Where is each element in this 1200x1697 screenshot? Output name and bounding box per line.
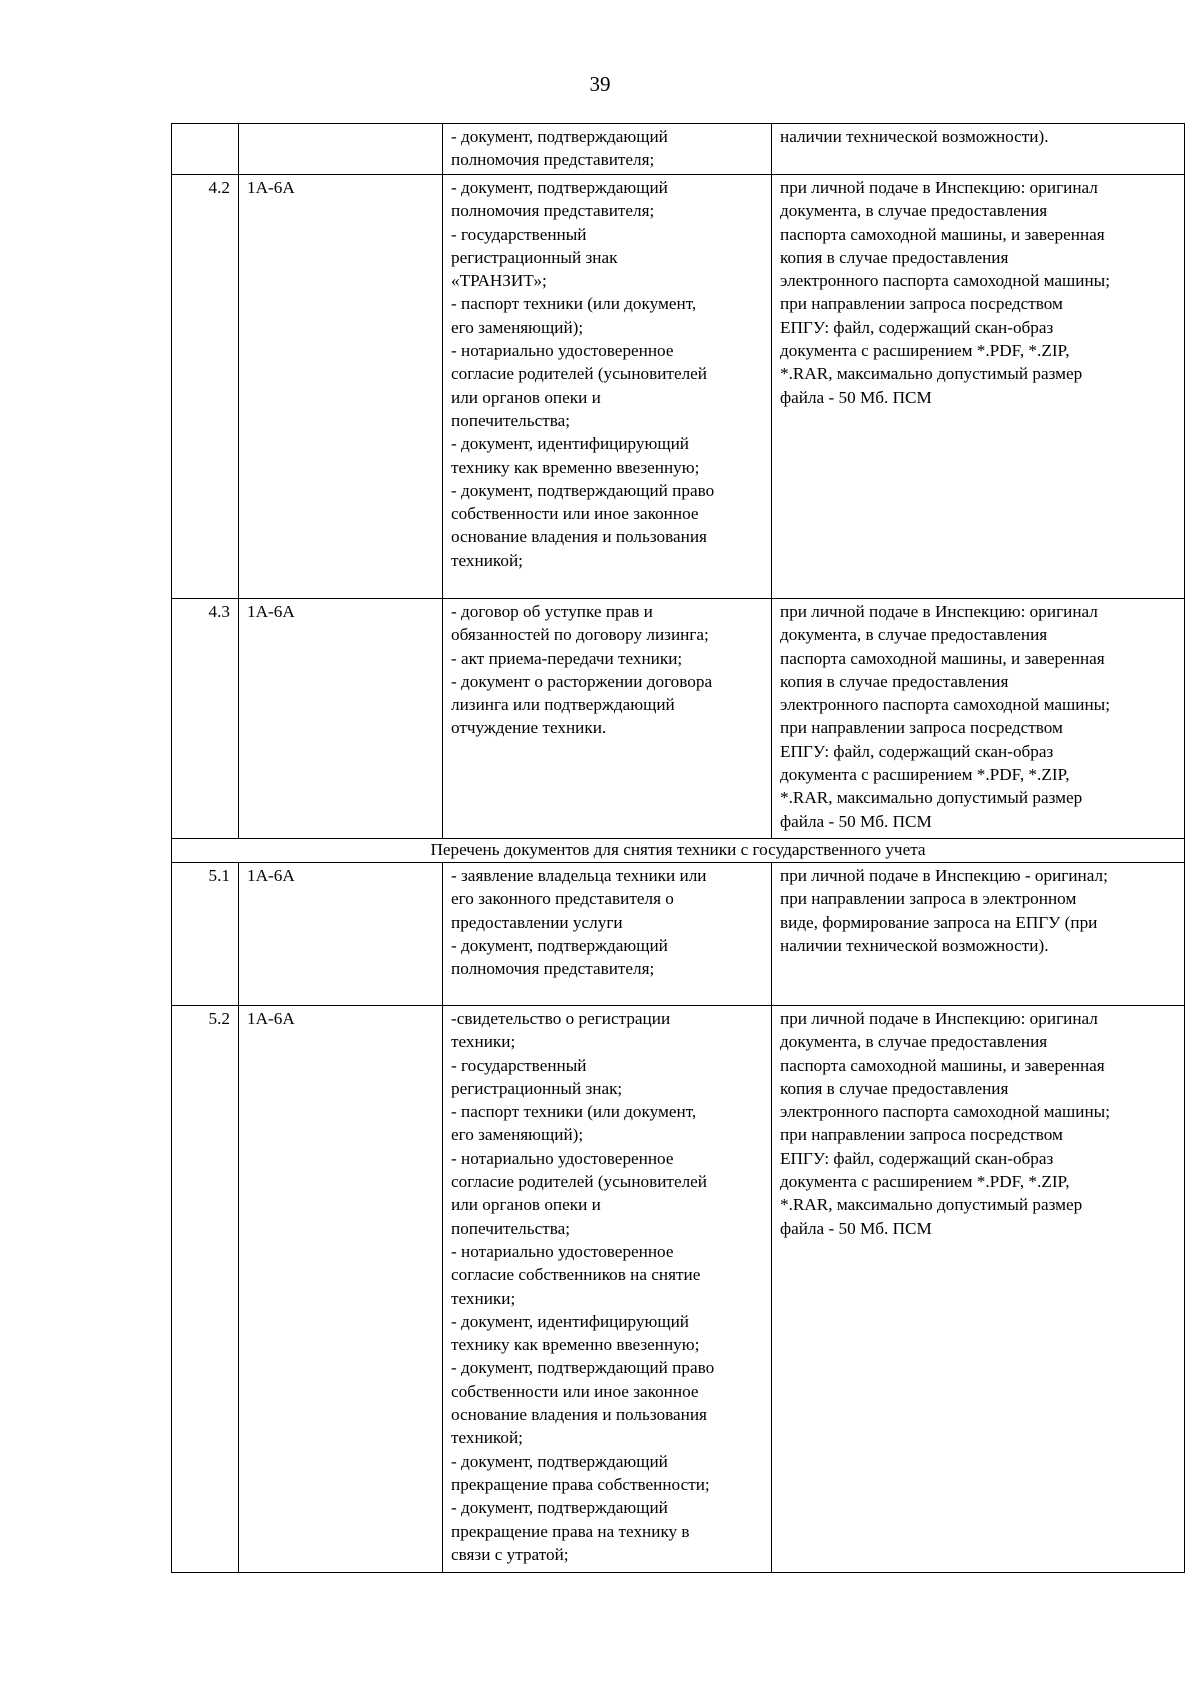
form-line: ЕПГУ: файл, содержащий скан-образ (780, 741, 1054, 761)
documents-line: техники; (451, 1288, 516, 1308)
row-number-cell: 5.1 (172, 863, 239, 1006)
documents-line: - паспорт техники (или документ, (451, 1102, 697, 1122)
row-number-cell: 4.3 (172, 599, 239, 839)
documents-line: попечительства; (451, 410, 571, 430)
form-cell (772, 863, 1185, 1006)
form-line: при личной подаче в Инспекцию: оригинал (780, 1009, 1098, 1028)
documents-line: технику как временно ввезенную; (451, 1335, 700, 1355)
table-row (172, 863, 1185, 1006)
form-line: документа с расширением *.PDF, *.ZIP, (780, 765, 1070, 785)
documents-line: полномочия представителя; (451, 201, 655, 221)
form-line: ЕПГУ: файл, содержащий скан-образ (780, 317, 1054, 337)
documents-line: регистрационный знак (451, 247, 618, 267)
section-header-row (172, 839, 1185, 863)
documents-line: технику как временно ввезенную; (451, 457, 700, 477)
documents-line: - документ, подтверждающий (451, 1498, 668, 1518)
documents-cell (443, 863, 772, 1006)
documents-line: - государственный (451, 224, 587, 244)
form-line: при направлении запроса посредством (780, 1125, 1063, 1145)
form-line: при направлении запроса посредством (780, 294, 1063, 314)
documents-line: - документ, идентифицирующий (451, 1311, 689, 1331)
form-line: при личной подаче в Инспекцию: оригинал (780, 602, 1098, 621)
documents-line: основание владения и пользования (451, 527, 707, 547)
documents-line: - государственный (451, 1055, 587, 1075)
documents-line: - документ о расторжении договора (451, 671, 713, 691)
code-cell: 1А-6А (239, 1006, 443, 1573)
code-cell (239, 124, 443, 175)
documents-line: обязанностей по договору лизинга; (451, 625, 709, 645)
documents-line: согласие родителей (усыновителей (451, 1172, 707, 1192)
form-line: ЕПГУ: файл, содержащий скан-образ (780, 1148, 1054, 1168)
documents-line: - нотариально удостоверенное (451, 1148, 674, 1168)
documents-line: предоставлении услуги (451, 912, 623, 932)
section-title: Перечень документов для снятия техники с государственного учета (172, 839, 1185, 863)
row-number-cell: 4.2 (172, 175, 239, 599)
form-line: электронного паспорта самоходной машины; (780, 1102, 1110, 1122)
form-line: копия в случае предоставления (780, 1078, 1009, 1098)
code-cell: 1А-6А (239, 863, 443, 1006)
documents-table (171, 123, 1185, 1573)
documents-line: - документ, подтверждающий право (451, 1358, 715, 1378)
form-line: *.RAR, максимально допустимый размер (780, 1195, 1083, 1215)
row-number-cell (172, 124, 239, 175)
documents-line: - документ, подтверждающий право (451, 480, 715, 500)
documents-line: - паспорт техники (или документ, (451, 294, 697, 314)
form-line: документа, в случае предоставления (780, 1032, 1048, 1052)
form-line: документа с расширением *.PDF, *.ZIP, (780, 1172, 1070, 1192)
form-line: наличии технической возможности). (780, 935, 1049, 955)
documents-line: полномочия представителя; (451, 150, 655, 170)
documents-line: - договор об уступке прав и (451, 602, 653, 621)
documents-line: согласие собственников на снятие (451, 1265, 701, 1285)
row-number-cell: 5.2 (172, 1006, 239, 1573)
form-line: при личной подаче в Инспекцию: оригинал (780, 178, 1098, 197)
documents-line: - заявление владельца техники или (451, 866, 707, 885)
form-line: файла - 50 Мб. ПСМ (780, 1218, 932, 1238)
documents-line: собственности или иное законное (451, 1381, 699, 1401)
documents-line: - документ, подтверждающий (451, 178, 668, 197)
documents-line: полномочия представителя; (451, 959, 655, 979)
form-line: паспорта самоходной машины, и заверенная (780, 224, 1105, 244)
form-line: документа, в случае предоставления (780, 201, 1048, 221)
documents-line: его законного представителя о (451, 889, 674, 909)
documents-line: основание владения и пользования (451, 1405, 707, 1425)
table-row (172, 1006, 1185, 1573)
form-line: документа, в случае предоставления (780, 625, 1048, 645)
documents-line: - документ, подтверждающий (451, 1451, 668, 1471)
form-line: копия в случае предоставления (780, 671, 1009, 691)
documents-line: собственности или иное законное (451, 504, 699, 524)
documents-line: связи с утратой; (451, 1544, 569, 1564)
documents-line: - документ, подтверждающий (451, 127, 668, 146)
documents-line: - акт приема-передачи техники; (451, 648, 683, 668)
form-line: электронного паспорта самоходной машины; (780, 695, 1110, 715)
form-line: *.RAR, максимально допустимый размер (780, 364, 1083, 384)
documents-line: -свидетельство о регистрации (451, 1009, 671, 1028)
documents-line: его заменяющий); (451, 1125, 584, 1145)
documents-line: или органов опеки и (451, 1195, 601, 1215)
form-line: электронного паспорта самоходной машины; (780, 271, 1110, 291)
documents-line: «ТРАНЗИТ»; (451, 271, 547, 291)
documents-cell (443, 124, 772, 175)
form-line: при личной подаче в Инспекцию - оригинал; (780, 866, 1108, 885)
form-line: наличии технической возможности). (780, 127, 1049, 146)
form-cell (772, 175, 1185, 599)
documents-line: попечительства; (451, 1218, 571, 1238)
table-row (172, 599, 1185, 839)
form-line: файла - 50 Мб. ПСМ (780, 387, 932, 407)
code-cell: 1А-6А (239, 599, 443, 839)
documents-line: - нотариально удостоверенное (451, 341, 674, 361)
documents-line: прекращение права на технику в (451, 1521, 690, 1541)
form-line: копия в случае предоставления (780, 247, 1009, 267)
form-cell (772, 599, 1185, 839)
table-row (172, 124, 1185, 175)
form-line: виде, формирование запроса на ЕПГУ (при (780, 912, 1098, 932)
documents-line: согласие родителей (усыновителей (451, 364, 707, 384)
form-line: документа с расширением *.PDF, *.ZIP, (780, 341, 1070, 361)
documents-line: - документ, идентифицирующий (451, 434, 689, 454)
documents-line: техникой; (451, 550, 523, 570)
documents-cell (443, 1006, 772, 1573)
form-line: *.RAR, максимально допустимый размер (780, 788, 1083, 808)
documents-line: его заменяющий); (451, 317, 584, 337)
form-line: при направлении запроса посредством (780, 718, 1063, 738)
documents-line: - нотариально удостоверенное (451, 1241, 674, 1261)
documents-line: - документ, подтверждающий (451, 935, 668, 955)
documents-line: лизинга или подтверждающий (451, 695, 675, 715)
documents-line: отчуждение техники. (451, 718, 607, 738)
form-line: паспорта самоходной машины, и заверенная (780, 648, 1105, 668)
documents-line: техники; (451, 1032, 516, 1052)
documents-cell (443, 175, 772, 599)
documents-cell (443, 599, 772, 839)
code-cell: 1А-6А (239, 175, 443, 599)
form-cell (772, 124, 1185, 175)
form-cell (772, 1006, 1185, 1573)
documents-line: техникой; (451, 1428, 523, 1448)
form-line: при направлении запроса в электронном (780, 889, 1077, 909)
form-line: файла - 50 Мб. ПСМ (780, 811, 932, 831)
documents-line: или органов опеки и (451, 387, 601, 407)
page-number: 39 (589, 72, 611, 96)
form-line: паспорта самоходной машины, и заверенная (780, 1055, 1105, 1075)
documents-line: регистрационный знак; (451, 1078, 623, 1098)
documents-line: прекращение права собственности; (451, 1474, 710, 1494)
table-row (172, 175, 1185, 599)
